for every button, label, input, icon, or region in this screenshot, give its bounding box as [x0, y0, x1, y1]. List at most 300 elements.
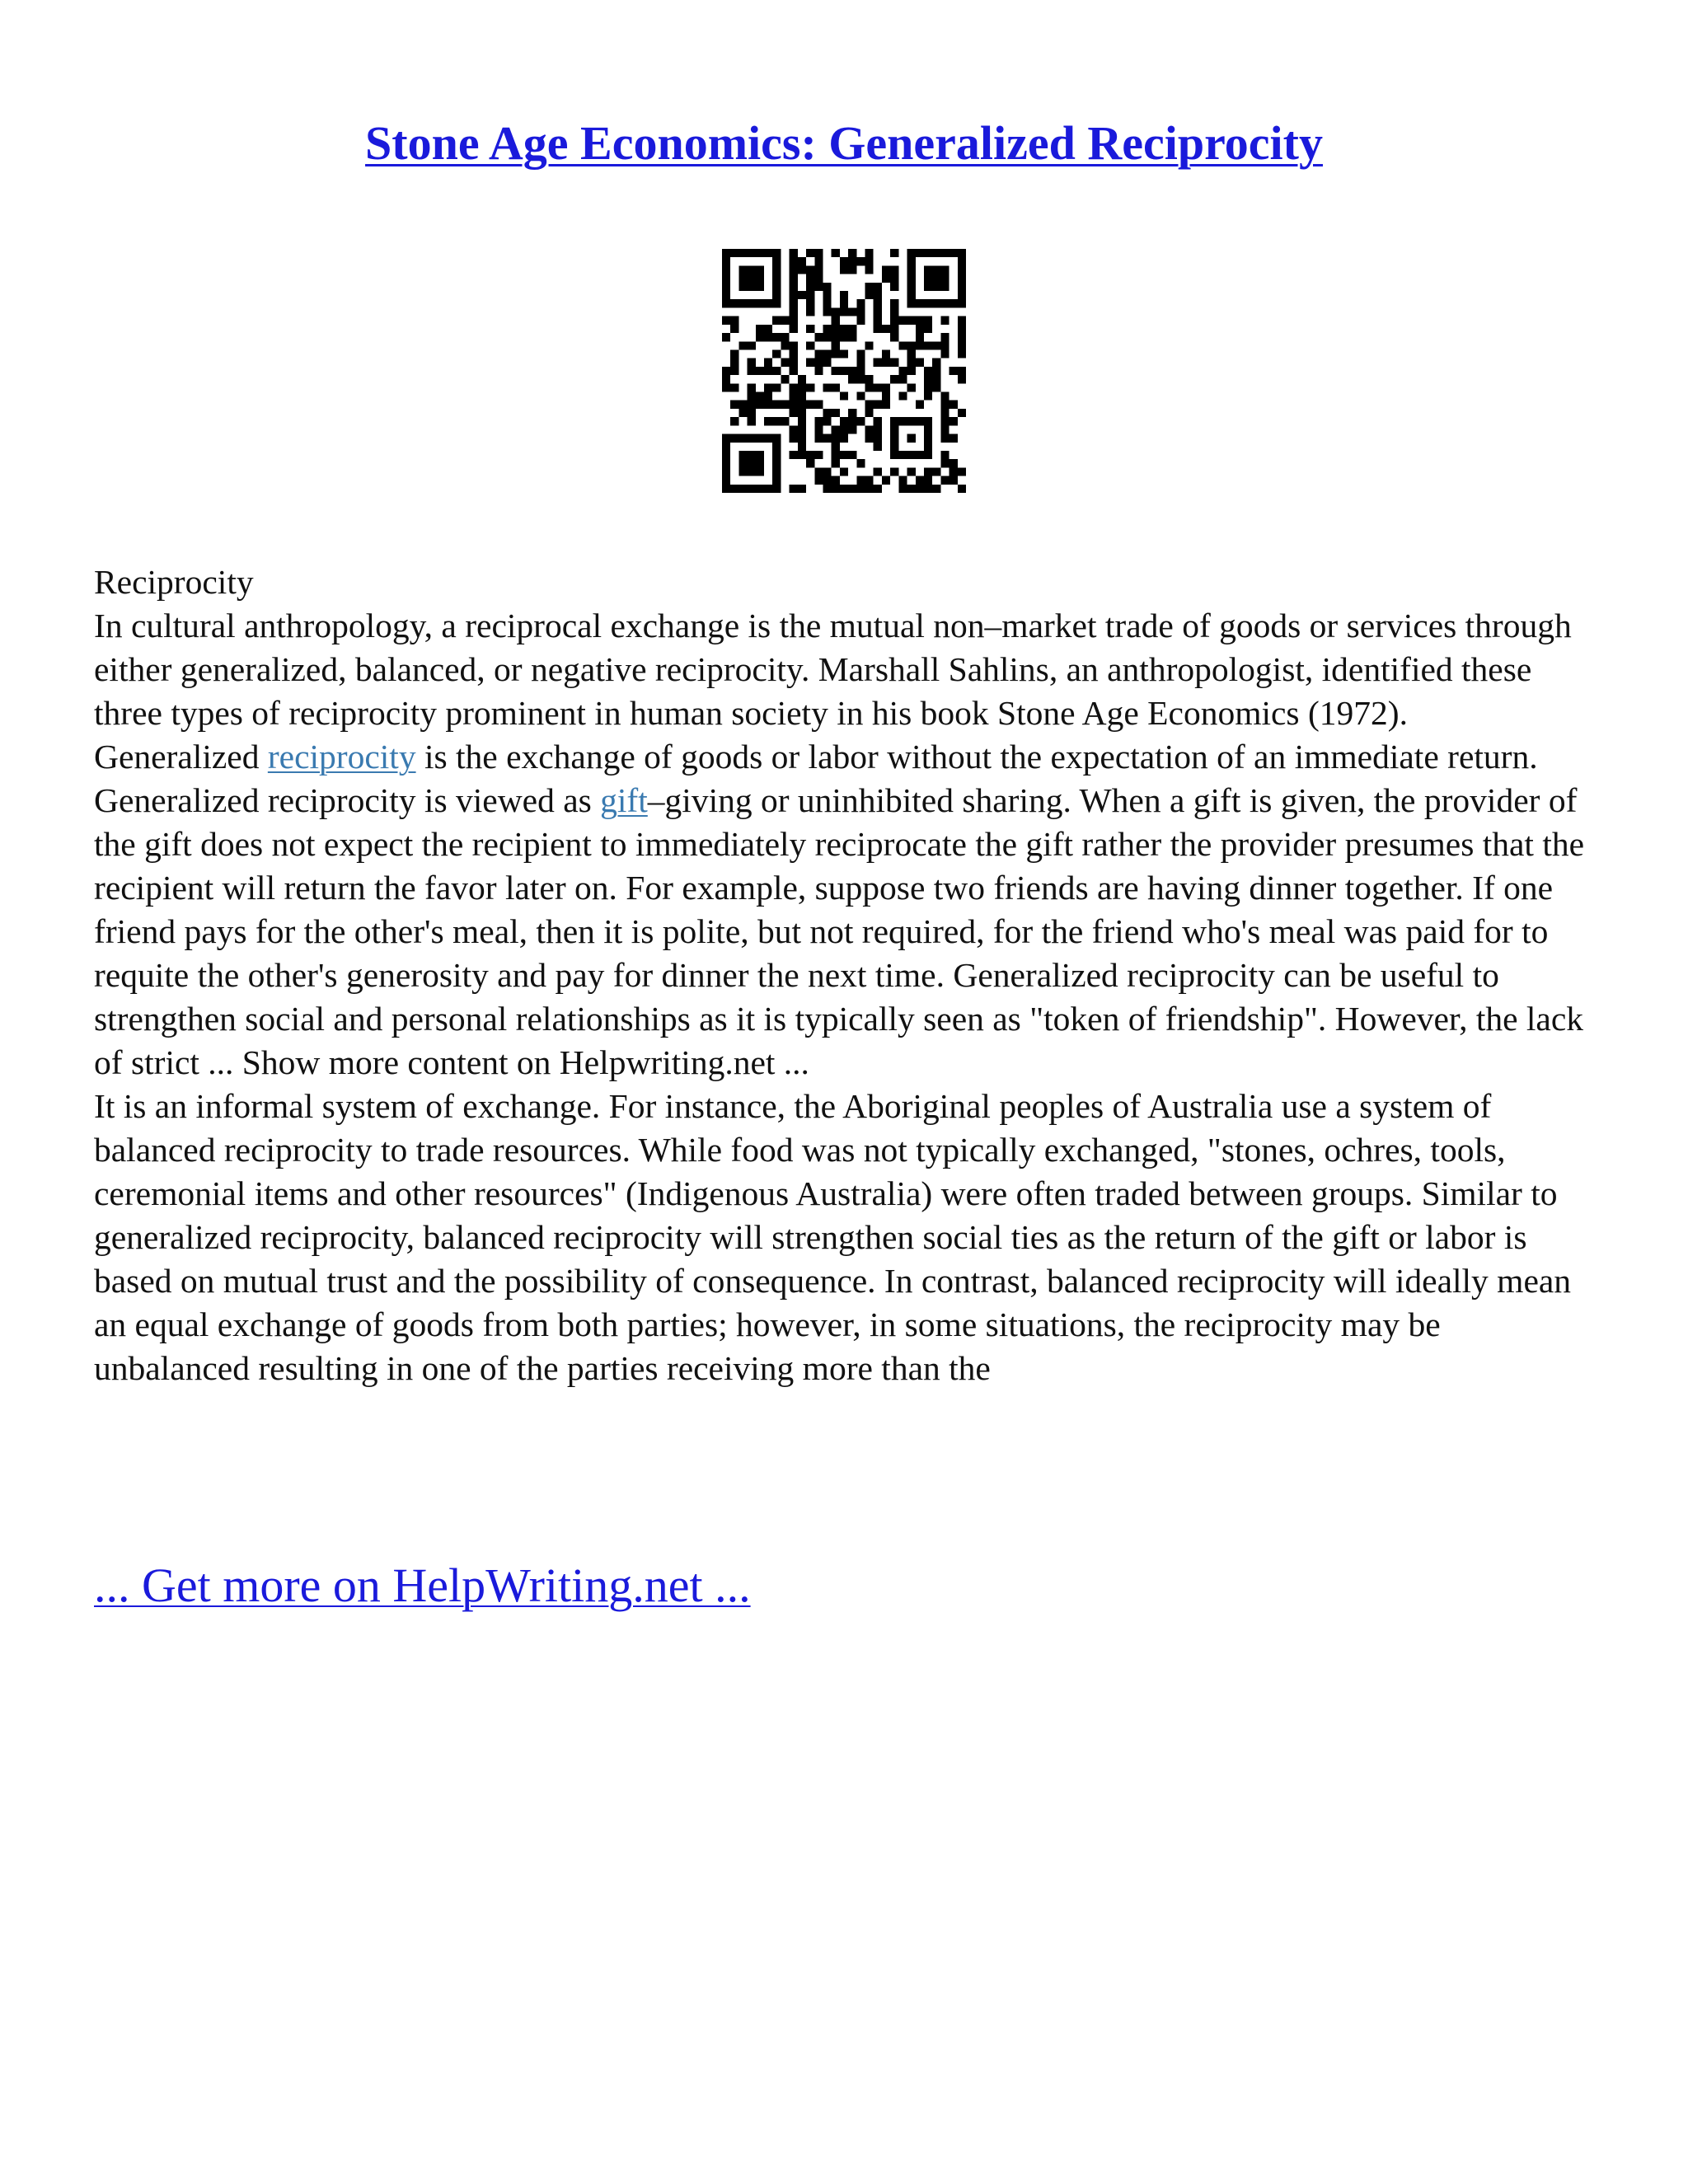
qr-module [730, 359, 738, 367]
qr-module [798, 401, 806, 409]
qr-module [874, 443, 882, 451]
qr-module [865, 265, 874, 274]
qr-module [814, 417, 823, 425]
qr-module [730, 349, 738, 358]
qr-module [790, 367, 798, 375]
paragraph-generalized [94, 735, 1602, 1085]
qr-module [856, 485, 865, 493]
qr-module [790, 349, 798, 358]
qr-module [823, 383, 831, 391]
qr-module [865, 401, 874, 409]
qr-module [823, 349, 831, 358]
qr-module [738, 341, 747, 349]
qr-module [798, 451, 806, 459]
qr-module [882, 383, 890, 391]
qr-module [730, 367, 738, 375]
qr-module [958, 485, 966, 493]
qr-module [840, 325, 848, 333]
qr-module [907, 341, 916, 349]
paragraph-generalized-text-3: –giving or uninhibited sharing. When a gift is given, the provider of the gift does not expect the recipient to immediately reciprocate the gift rather the provider presumes that the recipient will return the favor later on. For example, suppose two friends are having dinner together. If one friend pays for the other's meal, then it is polite, but not required, for the friend who's meal was paid for to requite the other's generosity and pay for dinner the next time. Generalized reciprocity can be useful to strengthen social and personal relationships as it is typically seen as "token of friendship". However, the lack of strict ... Show more content on Helpwriting.net ... [94, 781, 1585, 1081]
qr-module [890, 375, 898, 383]
qr-module [722, 375, 730, 383]
qr-module [874, 434, 882, 443]
qr-module [806, 451, 814, 459]
qr-module [874, 485, 882, 493]
qr-module [907, 485, 916, 493]
qr-module [764, 417, 772, 425]
document-body [94, 560, 1602, 1390]
qr-module [722, 383, 730, 391]
qr-module [840, 265, 848, 274]
qr-module [848, 375, 856, 383]
qr-module [798, 257, 806, 265]
qr-module [856, 299, 865, 307]
qr-module [790, 283, 798, 291]
qr-module [840, 367, 848, 375]
qr-module [798, 291, 806, 299]
qr-module [848, 265, 856, 274]
qr-module [790, 291, 798, 299]
qr-module [806, 401, 814, 409]
qr-module [856, 316, 865, 325]
qr-module [840, 291, 848, 299]
section-heading: Reciprocity [94, 563, 254, 601]
qr-module [730, 401, 738, 409]
qr-module [748, 417, 756, 425]
qr-module [874, 467, 882, 476]
qr-module [806, 359, 814, 367]
qr-module [738, 409, 747, 417]
qr-module [764, 367, 772, 375]
qr-module [932, 359, 940, 367]
qr-module [865, 257, 874, 265]
qr-module [916, 401, 924, 409]
qr-module [916, 485, 924, 493]
qr-module [806, 283, 814, 291]
qr-module [865, 291, 874, 299]
qr-module [764, 359, 772, 367]
qr-module [798, 392, 806, 401]
qr-module [916, 325, 924, 333]
qr-module [823, 485, 831, 493]
qr-module [940, 349, 949, 358]
qr-module [874, 283, 882, 291]
qr-module [882, 349, 890, 358]
qr-module [940, 409, 949, 417]
qr-module [840, 307, 848, 316]
qr-module [781, 316, 789, 325]
qr-module [832, 367, 840, 375]
qr-module [832, 249, 840, 257]
qr-module [932, 467, 940, 476]
qr-module [882, 476, 890, 485]
qr-module [907, 316, 916, 325]
qr-module [856, 476, 865, 485]
qr-module [932, 383, 940, 391]
qr-module [748, 401, 756, 409]
qr-module [790, 451, 798, 459]
qr-module [790, 299, 798, 307]
qr-module [840, 425, 848, 434]
qr-module [772, 383, 781, 391]
qr-module [756, 401, 764, 409]
qr-module [790, 307, 798, 316]
qr-module [832, 333, 840, 341]
qr-module [781, 417, 789, 425]
qr-module [932, 375, 940, 383]
qr-module [772, 367, 781, 375]
qr-module [806, 459, 814, 467]
qr-module [932, 367, 940, 375]
qr-module [832, 341, 840, 349]
qr-module [848, 333, 856, 341]
qr-module [958, 367, 966, 375]
reciprocity-link[interactable]: reciprocity [267, 738, 416, 776]
qr-module [832, 451, 840, 459]
qr-module [874, 425, 882, 434]
qr-module [907, 467, 916, 476]
qr-module [924, 392, 932, 401]
qr-module [772, 316, 781, 325]
qr-module [840, 467, 848, 476]
qr-module [950, 467, 958, 476]
qr-module [764, 325, 772, 333]
qr-module [814, 367, 823, 375]
qr-module [940, 434, 949, 443]
qr-module [823, 299, 831, 307]
qr-module [882, 359, 890, 367]
document-title-link[interactable]: Stone Age Economics: Generalized Reciprocity [365, 116, 1323, 170]
qr-module [882, 392, 890, 401]
qr-module [856, 307, 865, 316]
qr-module [950, 476, 958, 485]
qr-module [806, 299, 814, 307]
qr-module [814, 434, 823, 443]
qr-module [730, 316, 738, 325]
qr-module [823, 467, 831, 476]
qr-module [814, 359, 823, 367]
qr-module [798, 375, 806, 383]
qr-module [840, 392, 848, 401]
qr-module [738, 401, 747, 409]
qr-module [798, 434, 806, 443]
qr-module [890, 307, 898, 316]
qr-module [798, 443, 806, 451]
qr-module [772, 401, 781, 409]
qr-module [730, 383, 738, 391]
qr-module [898, 341, 907, 349]
qr-module [907, 367, 916, 375]
qr-module [848, 307, 856, 316]
qr-module [806, 341, 814, 349]
qr-module [756, 333, 764, 341]
qr-module [924, 383, 932, 391]
qr-module [924, 325, 932, 333]
qr-module [806, 274, 814, 283]
qr-module [756, 392, 764, 401]
qr-module [865, 249, 874, 257]
qr-module [950, 367, 958, 375]
qr-module [916, 333, 924, 341]
qr-module [950, 459, 958, 467]
qr-module [874, 307, 882, 316]
qr-module [814, 425, 823, 434]
qr-module [722, 333, 730, 341]
qr-module [790, 274, 798, 283]
qr-module [756, 367, 764, 375]
qr-module [958, 375, 966, 383]
qr-module [932, 485, 940, 493]
qr-module [832, 434, 840, 443]
qr-module [856, 349, 865, 358]
qr-module [898, 375, 907, 383]
qr-module [748, 392, 756, 401]
qr-module [748, 383, 756, 391]
qr-module [832, 325, 840, 333]
qr-module [890, 467, 898, 476]
qr-module [848, 485, 856, 493]
qr-module [924, 341, 932, 349]
qr-module [832, 459, 840, 467]
qr-module [890, 249, 898, 257]
paragraph-balanced: It is an informal system of exchange. For instance, the Aboriginal peoples of Australia use a system of balanced reciprocity to trade resources. While food was not typically exchanged, "stones, ochres, tools, ceremonial items and other resources" (Indigenous Australia) were often traded between groups. Similar to generalized reciprocity, balanced reciprocity will strengthen social ties as the return of the gift or labor is based on mutual trust and the possibility of consequence. In contrast, balanced reciprocity will ideally mean an equal exchange of goods from both parties; however, in some situations, the reciprocity may be unbalanced resulting in one of the parties receiving more than the [94, 1087, 1572, 1387]
qr-module [790, 341, 798, 349]
qr-module [848, 367, 856, 375]
qr-module [823, 325, 831, 333]
qr-module [958, 341, 966, 349]
qr-module [958, 325, 966, 333]
qr-module [940, 459, 949, 467]
qr-module [781, 333, 789, 341]
qr-module [924, 367, 932, 375]
qr-module [790, 383, 798, 391]
qr-module [781, 341, 789, 349]
qr-module [940, 401, 949, 409]
qr-module [898, 485, 907, 493]
qr-module [781, 401, 789, 409]
qr-module [823, 307, 831, 316]
qr-module [823, 417, 831, 425]
qr-module [806, 265, 814, 274]
qr-module [848, 249, 856, 257]
qr-module [832, 409, 840, 417]
qr-module [950, 401, 958, 409]
paragraph-intro: In cultural anthropology, a reciprocal exchange is the mutual non–market trade of goods or services through either generalized, balanced, or negative reciprocity. Marshall Sahlins, an anthropologist, identified these three types of reciprocity prominent in human society in his book Stone Age Economics (1972). [94, 607, 1572, 732]
qr-module [865, 383, 874, 391]
qr-module [874, 299, 882, 307]
qr-module [814, 265, 823, 274]
qr-module [806, 383, 814, 391]
qr-module [798, 425, 806, 434]
qr-module [814, 333, 823, 341]
qr-module [840, 349, 848, 358]
qr-module [840, 257, 848, 265]
qr-module [790, 325, 798, 333]
qr-module [865, 341, 874, 349]
qr-module [756, 325, 764, 333]
qr-module [890, 299, 898, 307]
qr-module [790, 249, 798, 257]
qr-module [940, 451, 949, 459]
qr-module [832, 485, 840, 493]
qr-module [806, 325, 814, 333]
qr-module [898, 367, 907, 375]
qr-module [798, 383, 806, 391]
qr-module [764, 333, 772, 341]
qr-module [865, 476, 874, 485]
qr-module [798, 409, 806, 417]
qr-module [823, 434, 831, 443]
qr-module [932, 341, 940, 349]
qr-module [874, 359, 882, 367]
qr-module [848, 417, 856, 425]
qr-module [772, 417, 781, 425]
qr-module [924, 316, 932, 325]
qr-module [874, 401, 882, 409]
qr-module [924, 467, 932, 476]
qr-module [890, 359, 898, 367]
qr-module [814, 283, 823, 291]
title-container [0, 115, 1688, 171]
qr-module [890, 316, 898, 325]
qr-module [890, 283, 898, 291]
qr-module [832, 383, 840, 391]
qr-module [840, 417, 848, 425]
qr-module [940, 417, 949, 425]
qr-module [907, 383, 916, 391]
qr-module [798, 485, 806, 493]
qr-module [840, 333, 848, 341]
qr-module [790, 392, 798, 401]
qr-module [790, 434, 798, 443]
qr-module [882, 401, 890, 409]
qr-module [865, 425, 874, 434]
qr-module [748, 341, 756, 349]
qr-module [764, 383, 772, 391]
qr-module [722, 367, 730, 375]
qr-module [924, 476, 932, 485]
qr-module [814, 401, 823, 409]
qr-module [823, 283, 831, 291]
qr-module [832, 307, 840, 316]
qr-module [806, 291, 814, 299]
qr-module [916, 341, 924, 349]
qr-module [882, 265, 890, 274]
qr-module [798, 265, 806, 274]
qr-module [781, 375, 789, 383]
qr-module [772, 333, 781, 341]
qr-module [890, 274, 898, 283]
qr-module [790, 359, 798, 367]
qr-module [790, 401, 798, 409]
qr-module [848, 425, 856, 434]
qr-module [882, 325, 890, 333]
qr-module [832, 349, 840, 358]
qr-module [898, 392, 907, 401]
qr-module [865, 485, 874, 493]
qr-module [848, 451, 856, 459]
qr-module [856, 392, 865, 401]
qr-module [814, 249, 823, 257]
qr-module [790, 409, 798, 417]
gift-link[interactable]: gift [600, 781, 648, 819]
qr-module [832, 443, 840, 451]
qr-module [832, 316, 840, 325]
qr-module [814, 349, 823, 358]
paragraph-generalized-text-1: Generalized [94, 738, 268, 776]
qr-module [874, 325, 882, 333]
qr-module [814, 257, 823, 265]
qr-module [772, 349, 781, 358]
qr-module [874, 417, 882, 425]
qr-module [856, 459, 865, 467]
qr-module [790, 485, 798, 493]
qr-module [840, 299, 848, 307]
qr-module [898, 316, 907, 325]
qr-code-icon [722, 249, 966, 493]
qr-module [958, 333, 966, 341]
qr-module [865, 375, 874, 383]
qr-module [924, 485, 932, 493]
qr-module [814, 476, 823, 485]
qr-module [856, 367, 865, 375]
qr-module [907, 359, 916, 367]
qr-module [823, 291, 831, 299]
qr-module [958, 467, 966, 476]
qr-module [790, 316, 798, 325]
qr-module [940, 425, 949, 434]
qr-module [856, 375, 865, 383]
qr-module [958, 316, 966, 325]
qr-module [865, 283, 874, 291]
get-more-link[interactable]: ... Get more on HelpWriting.net ... [94, 1558, 751, 1612]
qr-module [840, 485, 848, 493]
qr-module [950, 417, 958, 425]
qr-module [865, 409, 874, 417]
qr-module [848, 325, 856, 333]
qr-module [722, 316, 730, 325]
qr-module [890, 333, 898, 341]
qr-module [882, 274, 890, 283]
qr-module [806, 307, 814, 316]
qr-module [748, 367, 756, 375]
qr-module [823, 333, 831, 341]
qr-module [890, 265, 898, 274]
qr-module [940, 316, 949, 325]
qr-module [856, 417, 865, 425]
qr-module [940, 476, 949, 485]
qr-module [940, 341, 949, 349]
qr-module [916, 359, 924, 367]
qr-module [874, 316, 882, 325]
qr-module [874, 291, 882, 299]
qr-module [764, 401, 772, 409]
qr-module [940, 333, 949, 341]
qr-module [840, 451, 848, 459]
qr-module [806, 249, 814, 257]
qr-module [940, 392, 949, 401]
qr-module [748, 409, 756, 417]
qr-module [764, 392, 772, 401]
qr-module [790, 425, 798, 434]
qr-module [814, 451, 823, 459]
qr-module [832, 476, 840, 485]
qr-module [856, 257, 865, 265]
qr-module [832, 425, 840, 434]
qr-module [924, 375, 932, 383]
qr-module [798, 417, 806, 425]
qr-module [730, 325, 738, 333]
